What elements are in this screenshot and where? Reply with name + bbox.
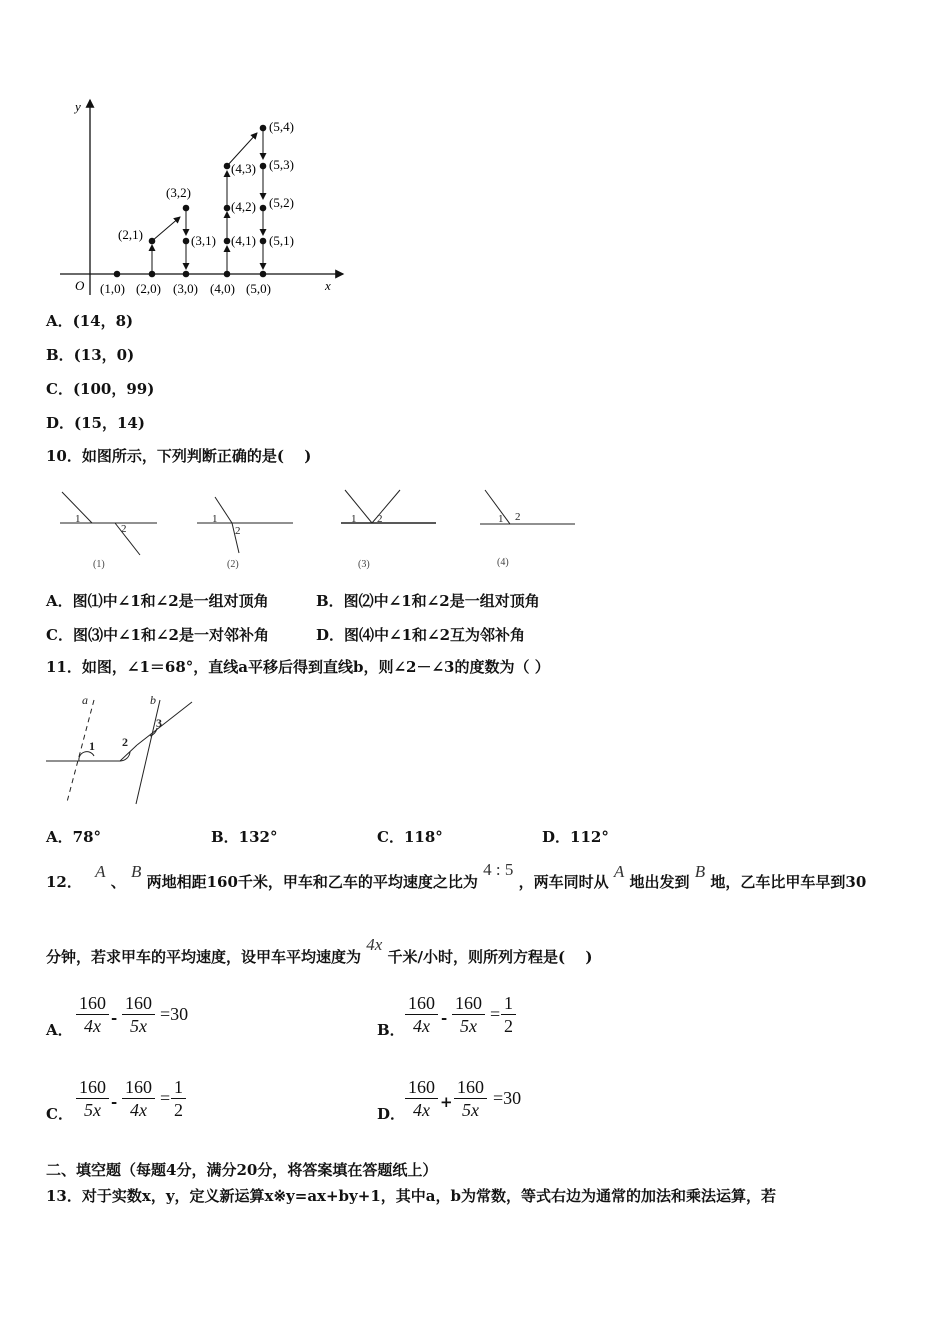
q11-option-d[interactable]: D．112° xyxy=(542,828,609,846)
section-2-title: 二、填空题（每题4分，满分20分，将答案填在答题纸上） xyxy=(46,1161,438,1179)
q10-figures xyxy=(55,482,585,577)
q9-option-c[interactable]: C．(100，99) xyxy=(46,380,155,398)
angle-1-label: 1 xyxy=(89,739,95,753)
axis-x-label: x xyxy=(325,278,331,293)
q12-option-a[interactable]: A． $\frac{160}{4x}$ - $\frac{160}{5x}$ =30 xyxy=(46,993,189,1039)
line-b-label: b xyxy=(150,693,156,707)
svg-text:2: 2 xyxy=(377,513,383,525)
tick-label: (2,0) xyxy=(136,281,161,296)
q12-option-c[interactable]: C． $\frac{160}{5x}$ - $\frac{160}{4x}$ = $\frac{1}{2}$ xyxy=(46,1076,266,1130)
point-label: (2,1) xyxy=(118,227,143,242)
q9-option-a[interactable]: A．(14，8) xyxy=(46,312,134,330)
fig-caption-1: (1) xyxy=(93,559,105,570)
svg-text:2: 2 xyxy=(515,511,521,523)
origin-label: O xyxy=(75,278,85,293)
tick-label: (4,0) xyxy=(210,281,235,296)
fig-caption-2: (2) xyxy=(227,559,239,570)
svg-text:1: 1 xyxy=(498,513,504,525)
q11-stem: 11．如图，∠1＝68°，直线a平移后得到直线b，则∠2－∠3的度数为（ ） xyxy=(46,658,550,676)
q10-stem: 10．如图所示，下列判断正确的是( ) xyxy=(46,447,312,465)
q9-option-d[interactable]: D．(15，14) xyxy=(46,414,145,432)
q12-stem-line1: 12． A 、 B 两地相距160千米，甲车和乙车的平均速度之比为 4 : 5 ，两车同时从 A 地出发到 B 地，乙车比甲车早到30 xyxy=(46,860,867,891)
q12-option-d[interactable]: D． $\frac{160}{4x}$ + $\frac{160}{5x}$ =30 xyxy=(377,1077,522,1123)
point-label: (4,3) xyxy=(231,161,256,176)
point-label: (5,3) xyxy=(269,157,294,172)
tick-label: (3,0) xyxy=(173,281,198,296)
fig-caption-3: (3) xyxy=(358,559,370,570)
q12-stem-line2: 分钟，若求甲车的平均速度，设甲车平均速度为 4x 千米/小时，则所列方程是( ) xyxy=(46,935,593,966)
point-label: (4,2) xyxy=(231,199,256,214)
angle-2-label: 2 xyxy=(122,735,128,749)
q10-option-d[interactable]: D．图⑷中∠1和∠2互为邻补角 xyxy=(316,626,526,644)
angle-3-label: 3 xyxy=(156,716,162,730)
fig-caption-4: (4) xyxy=(497,557,509,568)
q11-option-a[interactable]: A．78° xyxy=(46,828,102,846)
q9-option-b[interactable]: B．(13，0) xyxy=(46,346,135,364)
point-label: (5,1) xyxy=(269,233,294,248)
axis-y-label: y xyxy=(75,99,81,114)
point-label: (5,2) xyxy=(269,195,294,210)
q13-stem: 13．对于实数x，y，定义新运算x※y=ax+by+1，其中a，b为常数，等式右边为通常的加法和乘法运算，若 xyxy=(46,1187,776,1205)
q12-option-b[interactable]: B． $\frac{160}{4x}$ - $\frac{160}{5x}$ = $\frac{1}{2}$ xyxy=(377,992,597,1046)
q10-option-b[interactable]: B．图⑵中∠1和∠2是一组对顶角 xyxy=(316,592,540,610)
q10-option-a[interactable]: A．图⑴中∠1和∠2是一组对顶角 xyxy=(46,592,269,610)
point-label: (5,4) xyxy=(269,119,294,134)
q11-option-c[interactable]: C．118° xyxy=(377,828,443,846)
tick-label: (5,0) xyxy=(246,281,271,296)
point-label: (3,1) xyxy=(191,233,216,248)
svg-text:2: 2 xyxy=(235,525,241,537)
q11-option-b[interactable]: B．132° xyxy=(211,828,278,846)
svg-text:2: 2 xyxy=(121,523,127,535)
line-a-label: a xyxy=(82,693,88,707)
lattice-path-graph xyxy=(55,95,355,305)
point-label: (3,2) xyxy=(166,185,191,200)
svg-text:1: 1 xyxy=(212,513,218,525)
svg-text:1: 1 xyxy=(351,513,357,525)
point-label: (4,1) xyxy=(231,233,256,248)
svg-text:1: 1 xyxy=(75,513,81,525)
tick-label: (1,0) xyxy=(100,281,125,296)
q11-figure xyxy=(44,690,204,808)
q10-option-c[interactable]: C．图⑶中∠1和∠2是一对邻补角 xyxy=(46,626,269,644)
